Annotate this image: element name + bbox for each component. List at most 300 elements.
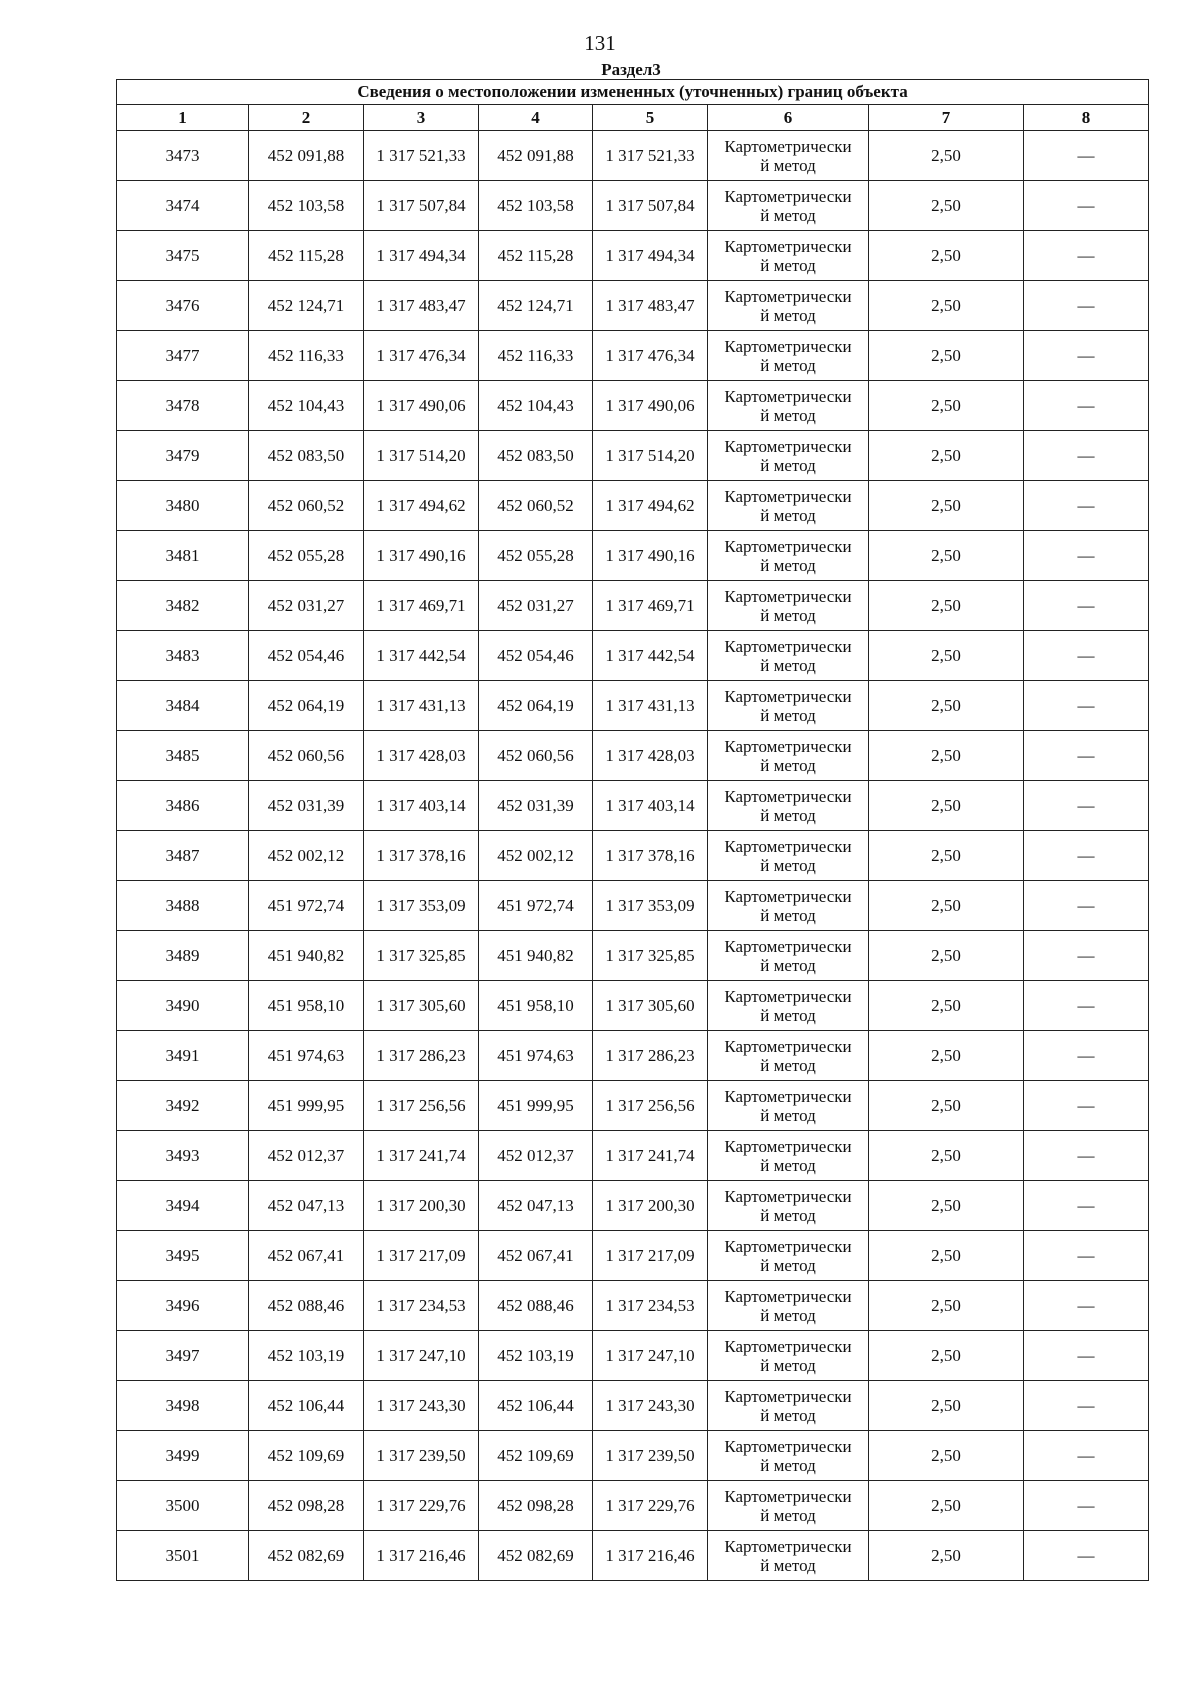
x-refined-cell: 452 055,28	[479, 531, 593, 581]
method-line: й метод	[760, 1405, 816, 1425]
method-line: й метод	[760, 1305, 816, 1325]
y-refined-cell: 1 317 239,50	[593, 1431, 708, 1481]
y-refined-cell: 1 317 305,60	[593, 981, 708, 1031]
x-existing-cell: 452 091,88	[249, 131, 364, 181]
method-line: й метод	[760, 855, 816, 875]
x-refined-cell: 452 124,71	[479, 281, 593, 331]
method-cell	[708, 1381, 869, 1431]
x-refined-cell: 451 958,10	[479, 981, 593, 1031]
method-cell	[708, 1231, 869, 1281]
point-number-cell: 3478	[117, 381, 249, 431]
x-existing-cell: 452 103,19	[249, 1331, 364, 1381]
x-refined-cell: 452 083,50	[479, 431, 593, 481]
method-line: й метод	[760, 505, 816, 525]
accuracy-cell: 2,50	[869, 531, 1024, 581]
x-refined-cell: 452 012,37	[479, 1131, 593, 1181]
y-refined-cell: 1 317 247,10	[593, 1331, 708, 1381]
point-number-cell: 3498	[117, 1381, 249, 1431]
point-number-cell: 3489	[117, 931, 249, 981]
y-refined-cell: 1 317 325,85	[593, 931, 708, 981]
table-row	[117, 1431, 1149, 1481]
accuracy-cell: 2,50	[869, 731, 1024, 781]
table-body	[117, 131, 1149, 1581]
note-cell: —	[1024, 181, 1149, 231]
x-refined-cell: 451 940,82	[479, 931, 593, 981]
method-line: й метод	[760, 705, 816, 725]
method-line: й метод	[760, 1505, 816, 1525]
table-row	[117, 931, 1149, 981]
method-line: Картометрически	[724, 886, 852, 906]
point-number-cell: 3481	[117, 531, 249, 581]
x-existing-cell: 452 106,44	[249, 1381, 364, 1431]
method-line: й метод	[760, 755, 816, 775]
note-cell: —	[1024, 131, 1149, 181]
method-cell	[708, 681, 869, 731]
method-line: Картометрически	[724, 636, 852, 656]
accuracy-cell: 2,50	[869, 1381, 1024, 1431]
x-existing-cell: 452 064,19	[249, 681, 364, 731]
x-refined-cell: 452 054,46	[479, 631, 593, 681]
x-existing-cell: 451 974,63	[249, 1031, 364, 1081]
method-cell	[708, 1031, 869, 1081]
table-row	[117, 1231, 1149, 1281]
y-refined-cell: 1 317 200,30	[593, 1181, 708, 1231]
x-existing-cell: 452 104,43	[249, 381, 364, 431]
table-row	[117, 1531, 1149, 1581]
accuracy-cell: 2,50	[869, 931, 1024, 981]
x-existing-cell: 452 060,52	[249, 481, 364, 531]
method-line: й метод	[760, 655, 816, 675]
point-number-cell: 3495	[117, 1231, 249, 1281]
point-number-cell: 3487	[117, 831, 249, 881]
accuracy-cell: 2,50	[869, 1481, 1024, 1531]
table-row	[117, 131, 1149, 181]
x-existing-cell: 452 082,69	[249, 1531, 364, 1581]
y-existing-cell: 1 317 247,10	[364, 1331, 479, 1381]
method-line: й метод	[760, 455, 816, 475]
note-cell: —	[1024, 1481, 1149, 1531]
point-number-cell: 3477	[117, 331, 249, 381]
note-cell: —	[1024, 631, 1149, 681]
y-existing-cell: 1 317 229,76	[364, 1481, 479, 1531]
table-row	[117, 231, 1149, 281]
x-refined-cell: 452 031,27	[479, 581, 593, 631]
method-cell	[708, 381, 869, 431]
note-cell: —	[1024, 1131, 1149, 1181]
y-existing-cell: 1 317 442,54	[364, 631, 479, 681]
accuracy-cell: 2,50	[869, 131, 1024, 181]
y-refined-cell: 1 317 234,53	[593, 1281, 708, 1331]
method-cell	[708, 931, 869, 981]
note-cell: —	[1024, 731, 1149, 781]
x-refined-cell: 452 103,19	[479, 1331, 593, 1381]
method-line: Картометрически	[724, 1186, 852, 1206]
accuracy-cell: 2,50	[869, 1281, 1024, 1331]
method-line: Картометрически	[724, 536, 852, 556]
x-refined-cell: 452 002,12	[479, 831, 593, 881]
method-cell	[708, 1281, 869, 1331]
note-cell: —	[1024, 931, 1149, 981]
y-refined-cell: 1 317 229,76	[593, 1481, 708, 1531]
x-existing-cell: 452 031,27	[249, 581, 364, 631]
x-existing-cell: 451 940,82	[249, 931, 364, 981]
table-row	[117, 781, 1149, 831]
y-existing-cell: 1 317 483,47	[364, 281, 479, 331]
x-existing-cell: 452 047,13	[249, 1181, 364, 1231]
table-row	[117, 381, 1149, 431]
accuracy-cell: 2,50	[869, 431, 1024, 481]
method-line: Картометрически	[724, 786, 852, 806]
note-cell: —	[1024, 231, 1149, 281]
method-cell	[708, 431, 869, 481]
method-line: Картометрически	[724, 836, 852, 856]
note-cell: —	[1024, 831, 1149, 881]
x-refined-cell: 452 115,28	[479, 231, 593, 281]
y-existing-cell: 1 317 241,74	[364, 1131, 479, 1181]
y-existing-cell: 1 317 200,30	[364, 1181, 479, 1231]
note-cell: —	[1024, 781, 1149, 831]
method-cell	[708, 1131, 869, 1181]
table-row	[117, 1031, 1149, 1081]
method-line: Картометрически	[724, 286, 852, 306]
y-existing-cell: 1 317 490,16	[364, 531, 479, 581]
note-cell: —	[1024, 681, 1149, 731]
x-refined-cell: 452 116,33	[479, 331, 593, 381]
column-header: 5	[593, 105, 708, 131]
column-header: 3	[364, 105, 479, 131]
note-cell: —	[1024, 1431, 1149, 1481]
y-existing-cell: 1 317 403,14	[364, 781, 479, 831]
table-row	[117, 1331, 1149, 1381]
note-cell: —	[1024, 1381, 1149, 1431]
y-existing-cell: 1 317 428,03	[364, 731, 479, 781]
y-refined-cell: 1 317 241,74	[593, 1131, 708, 1181]
method-cell	[708, 831, 869, 881]
method-line: Картометрически	[724, 386, 852, 406]
x-existing-cell: 452 054,46	[249, 631, 364, 681]
method-line: й метод	[760, 1005, 816, 1025]
method-cell	[708, 1481, 869, 1531]
table-row	[117, 631, 1149, 681]
table-row	[117, 431, 1149, 481]
y-refined-cell: 1 317 217,09	[593, 1231, 708, 1281]
point-number-cell: 3485	[117, 731, 249, 781]
accuracy-cell: 2,50	[869, 231, 1024, 281]
x-existing-cell: 452 109,69	[249, 1431, 364, 1481]
y-existing-cell: 1 317 256,56	[364, 1081, 479, 1131]
note-cell: —	[1024, 431, 1149, 481]
accuracy-cell: 2,50	[869, 1431, 1024, 1481]
y-existing-cell: 1 317 469,71	[364, 581, 479, 631]
point-number-cell: 3475	[117, 231, 249, 281]
y-refined-cell: 1 317 469,71	[593, 581, 708, 631]
note-cell: —	[1024, 1031, 1149, 1081]
method-line: й метод	[760, 1355, 816, 1375]
note-cell: —	[1024, 281, 1149, 331]
method-cell	[708, 231, 869, 281]
table-row	[117, 731, 1149, 781]
x-refined-cell: 452 091,88	[479, 131, 593, 181]
table-row	[117, 831, 1149, 881]
method-cell	[708, 481, 869, 531]
x-existing-cell: 452 098,28	[249, 1481, 364, 1531]
accuracy-cell: 2,50	[869, 281, 1024, 331]
method-line: Картометрически	[724, 1286, 852, 1306]
x-existing-cell: 452 012,37	[249, 1131, 364, 1181]
y-existing-cell: 1 317 239,50	[364, 1431, 479, 1481]
x-existing-cell: 452 103,58	[249, 181, 364, 231]
y-existing-cell: 1 317 507,84	[364, 181, 479, 231]
y-refined-cell: 1 317 431,13	[593, 681, 708, 731]
note-cell: —	[1024, 381, 1149, 431]
method-line: Картометрически	[724, 936, 852, 956]
column-header: 8	[1024, 105, 1149, 131]
y-refined-cell: 1 317 507,84	[593, 181, 708, 231]
method-line: Картометрически	[724, 1536, 852, 1556]
y-refined-cell: 1 317 256,56	[593, 1081, 708, 1131]
method-cell	[708, 531, 869, 581]
x-refined-cell: 451 974,63	[479, 1031, 593, 1081]
x-existing-cell: 451 972,74	[249, 881, 364, 931]
method-cell	[708, 981, 869, 1031]
method-cell	[708, 781, 869, 831]
column-header: 7	[869, 105, 1024, 131]
x-existing-cell: 451 999,95	[249, 1081, 364, 1131]
method-cell	[708, 181, 869, 231]
accuracy-cell: 2,50	[869, 681, 1024, 731]
accuracy-cell: 2,50	[869, 881, 1024, 931]
x-existing-cell: 451 958,10	[249, 981, 364, 1031]
method-line: й метод	[760, 555, 816, 575]
x-existing-cell: 452 055,28	[249, 531, 364, 581]
y-refined-cell: 1 317 442,54	[593, 631, 708, 681]
table-row	[117, 1481, 1149, 1531]
note-cell: —	[1024, 1331, 1149, 1381]
y-existing-cell: 1 317 431,13	[364, 681, 479, 731]
method-line: й метод	[760, 1055, 816, 1075]
method-line: й метод	[760, 205, 816, 225]
table-row	[117, 481, 1149, 531]
method-line: й метод	[760, 1155, 816, 1175]
x-refined-cell: 452 098,28	[479, 1481, 593, 1531]
point-number-cell: 3476	[117, 281, 249, 331]
table-row	[117, 531, 1149, 581]
accuracy-cell: 2,50	[869, 1081, 1024, 1131]
note-cell: —	[1024, 981, 1149, 1031]
point-number-cell: 3473	[117, 131, 249, 181]
table-row	[117, 1281, 1149, 1331]
column-header: 2	[249, 105, 364, 131]
accuracy-cell: 2,50	[869, 1331, 1024, 1381]
accuracy-cell: 2,50	[869, 981, 1024, 1031]
method-line: й метод	[760, 355, 816, 375]
accuracy-cell: 2,50	[869, 481, 1024, 531]
note-cell: —	[1024, 1531, 1149, 1581]
note-cell: —	[1024, 581, 1149, 631]
table-row	[117, 1131, 1149, 1181]
x-existing-cell: 452 124,71	[249, 281, 364, 331]
x-refined-cell: 452 103,58	[479, 181, 593, 231]
y-refined-cell: 1 317 403,14	[593, 781, 708, 831]
table-row	[117, 981, 1149, 1031]
y-existing-cell: 1 317 234,53	[364, 1281, 479, 1331]
x-refined-cell: 452 060,52	[479, 481, 593, 531]
y-existing-cell: 1 317 476,34	[364, 331, 479, 381]
note-cell: —	[1024, 881, 1149, 931]
accuracy-cell: 2,50	[869, 1531, 1024, 1581]
method-cell	[708, 281, 869, 331]
method-cell	[708, 881, 869, 931]
y-refined-cell: 1 317 494,34	[593, 231, 708, 281]
y-refined-cell: 1 317 378,16	[593, 831, 708, 881]
table-row	[117, 1081, 1149, 1131]
y-existing-cell: 1 317 521,33	[364, 131, 479, 181]
method-cell	[708, 731, 869, 781]
y-existing-cell: 1 317 378,16	[364, 831, 479, 881]
x-refined-cell: 451 999,95	[479, 1081, 593, 1131]
method-cell	[708, 581, 869, 631]
method-line: Картометрически	[724, 1136, 852, 1156]
x-existing-cell: 452 088,46	[249, 1281, 364, 1331]
y-existing-cell: 1 317 286,23	[364, 1031, 479, 1081]
point-number-cell: 3474	[117, 181, 249, 231]
method-cell	[708, 331, 869, 381]
accuracy-cell: 2,50	[869, 581, 1024, 631]
method-line: Картометрически	[724, 236, 852, 256]
y-existing-cell: 1 317 325,85	[364, 931, 479, 981]
method-line: Картометрически	[724, 436, 852, 456]
method-cell	[708, 1081, 869, 1131]
y-refined-cell: 1 317 483,47	[593, 281, 708, 331]
y-refined-cell: 1 317 490,06	[593, 381, 708, 431]
y-refined-cell: 1 317 490,16	[593, 531, 708, 581]
method-line: й метод	[760, 1555, 816, 1575]
point-number-cell: 3480	[117, 481, 249, 531]
method-line: Картометрически	[724, 1386, 852, 1406]
table-row	[117, 1181, 1149, 1231]
note-cell: —	[1024, 331, 1149, 381]
accuracy-cell: 2,50	[869, 181, 1024, 231]
column-header: 1	[117, 105, 249, 131]
method-line: Картометрически	[724, 1236, 852, 1256]
y-existing-cell: 1 317 243,30	[364, 1381, 479, 1431]
x-existing-cell: 452 002,12	[249, 831, 364, 881]
x-existing-cell: 452 060,56	[249, 731, 364, 781]
y-existing-cell: 1 317 514,20	[364, 431, 479, 481]
point-number-cell: 3494	[117, 1181, 249, 1231]
point-number-cell: 3497	[117, 1331, 249, 1381]
point-number-cell: 3490	[117, 981, 249, 1031]
method-line: й метод	[760, 805, 816, 825]
method-line: Картометрически	[724, 686, 852, 706]
method-line: Картометрически	[724, 1436, 852, 1456]
y-existing-cell: 1 317 353,09	[364, 881, 479, 931]
column-header: 4	[479, 105, 593, 131]
accuracy-cell: 2,50	[869, 831, 1024, 881]
coordinates-table	[116, 79, 1149, 1581]
method-line: Картометрически	[724, 1036, 852, 1056]
y-existing-cell: 1 317 217,09	[364, 1231, 479, 1281]
note-cell: —	[1024, 1281, 1149, 1331]
point-number-cell: 3492	[117, 1081, 249, 1131]
y-refined-cell: 1 317 521,33	[593, 131, 708, 181]
method-line: й метод	[760, 605, 816, 625]
accuracy-cell: 2,50	[869, 331, 1024, 381]
y-refined-cell: 1 317 428,03	[593, 731, 708, 781]
note-cell: —	[1024, 1231, 1149, 1281]
x-existing-cell: 452 031,39	[249, 781, 364, 831]
method-cell	[708, 131, 869, 181]
method-line: Картометрически	[724, 186, 852, 206]
method-line: Картометрически	[724, 1486, 852, 1506]
method-line: й метод	[760, 905, 816, 925]
method-line: й метод	[760, 1105, 816, 1125]
table-row	[117, 1381, 1149, 1431]
point-number-cell: 3483	[117, 631, 249, 681]
point-number-cell: 3500	[117, 1481, 249, 1531]
y-existing-cell: 1 317 490,06	[364, 381, 479, 431]
x-refined-cell: 452 064,19	[479, 681, 593, 731]
x-existing-cell: 452 115,28	[249, 231, 364, 281]
x-existing-cell: 452 083,50	[249, 431, 364, 481]
point-number-cell: 3486	[117, 781, 249, 831]
y-refined-cell: 1 317 476,34	[593, 331, 708, 381]
method-line: й метод	[760, 1255, 816, 1275]
table-caption: Сведения о местоположении измененных (уточненных) границ объекта	[117, 80, 1149, 105]
x-existing-cell: 452 067,41	[249, 1231, 364, 1281]
method-cell	[708, 1531, 869, 1581]
method-line: й метод	[760, 1455, 816, 1475]
y-refined-cell: 1 317 216,46	[593, 1531, 708, 1581]
point-number-cell: 3479	[117, 431, 249, 481]
x-refined-cell: 452 109,69	[479, 1431, 593, 1481]
table-row	[117, 681, 1149, 731]
page-number: 131	[584, 31, 616, 55]
y-refined-cell: 1 317 286,23	[593, 1031, 708, 1081]
accuracy-cell: 2,50	[869, 1131, 1024, 1181]
method-line: Картометрически	[724, 736, 852, 756]
method-line: Картометрически	[724, 986, 852, 1006]
x-refined-cell: 452 082,69	[479, 1531, 593, 1581]
x-refined-cell: 452 104,43	[479, 381, 593, 431]
y-refined-cell: 1 317 353,09	[593, 881, 708, 931]
method-cell	[708, 631, 869, 681]
point-number-cell: 3491	[117, 1031, 249, 1081]
method-line: Картометрически	[724, 1086, 852, 1106]
table-row	[117, 331, 1149, 381]
method-line: й метод	[760, 955, 816, 975]
y-existing-cell: 1 317 494,62	[364, 481, 479, 531]
method-cell	[708, 1181, 869, 1231]
table-row	[117, 881, 1149, 931]
x-refined-cell: 452 060,56	[479, 731, 593, 781]
accuracy-cell: 2,50	[869, 1031, 1024, 1081]
note-cell: —	[1024, 531, 1149, 581]
point-number-cell: 3501	[117, 1531, 249, 1581]
section-title: Раздел3	[601, 60, 661, 79]
x-refined-cell: 452 106,44	[479, 1381, 593, 1431]
point-number-cell: 3499	[117, 1431, 249, 1481]
y-refined-cell: 1 317 514,20	[593, 431, 708, 481]
table-row	[117, 281, 1149, 331]
x-refined-cell: 452 047,13	[479, 1181, 593, 1231]
point-number-cell: 3488	[117, 881, 249, 931]
method-line: Картометрически	[724, 486, 852, 506]
point-number-cell: 3496	[117, 1281, 249, 1331]
point-number-cell: 3493	[117, 1131, 249, 1181]
column-header-row	[117, 105, 1149, 131]
method-line: й метод	[760, 155, 816, 175]
